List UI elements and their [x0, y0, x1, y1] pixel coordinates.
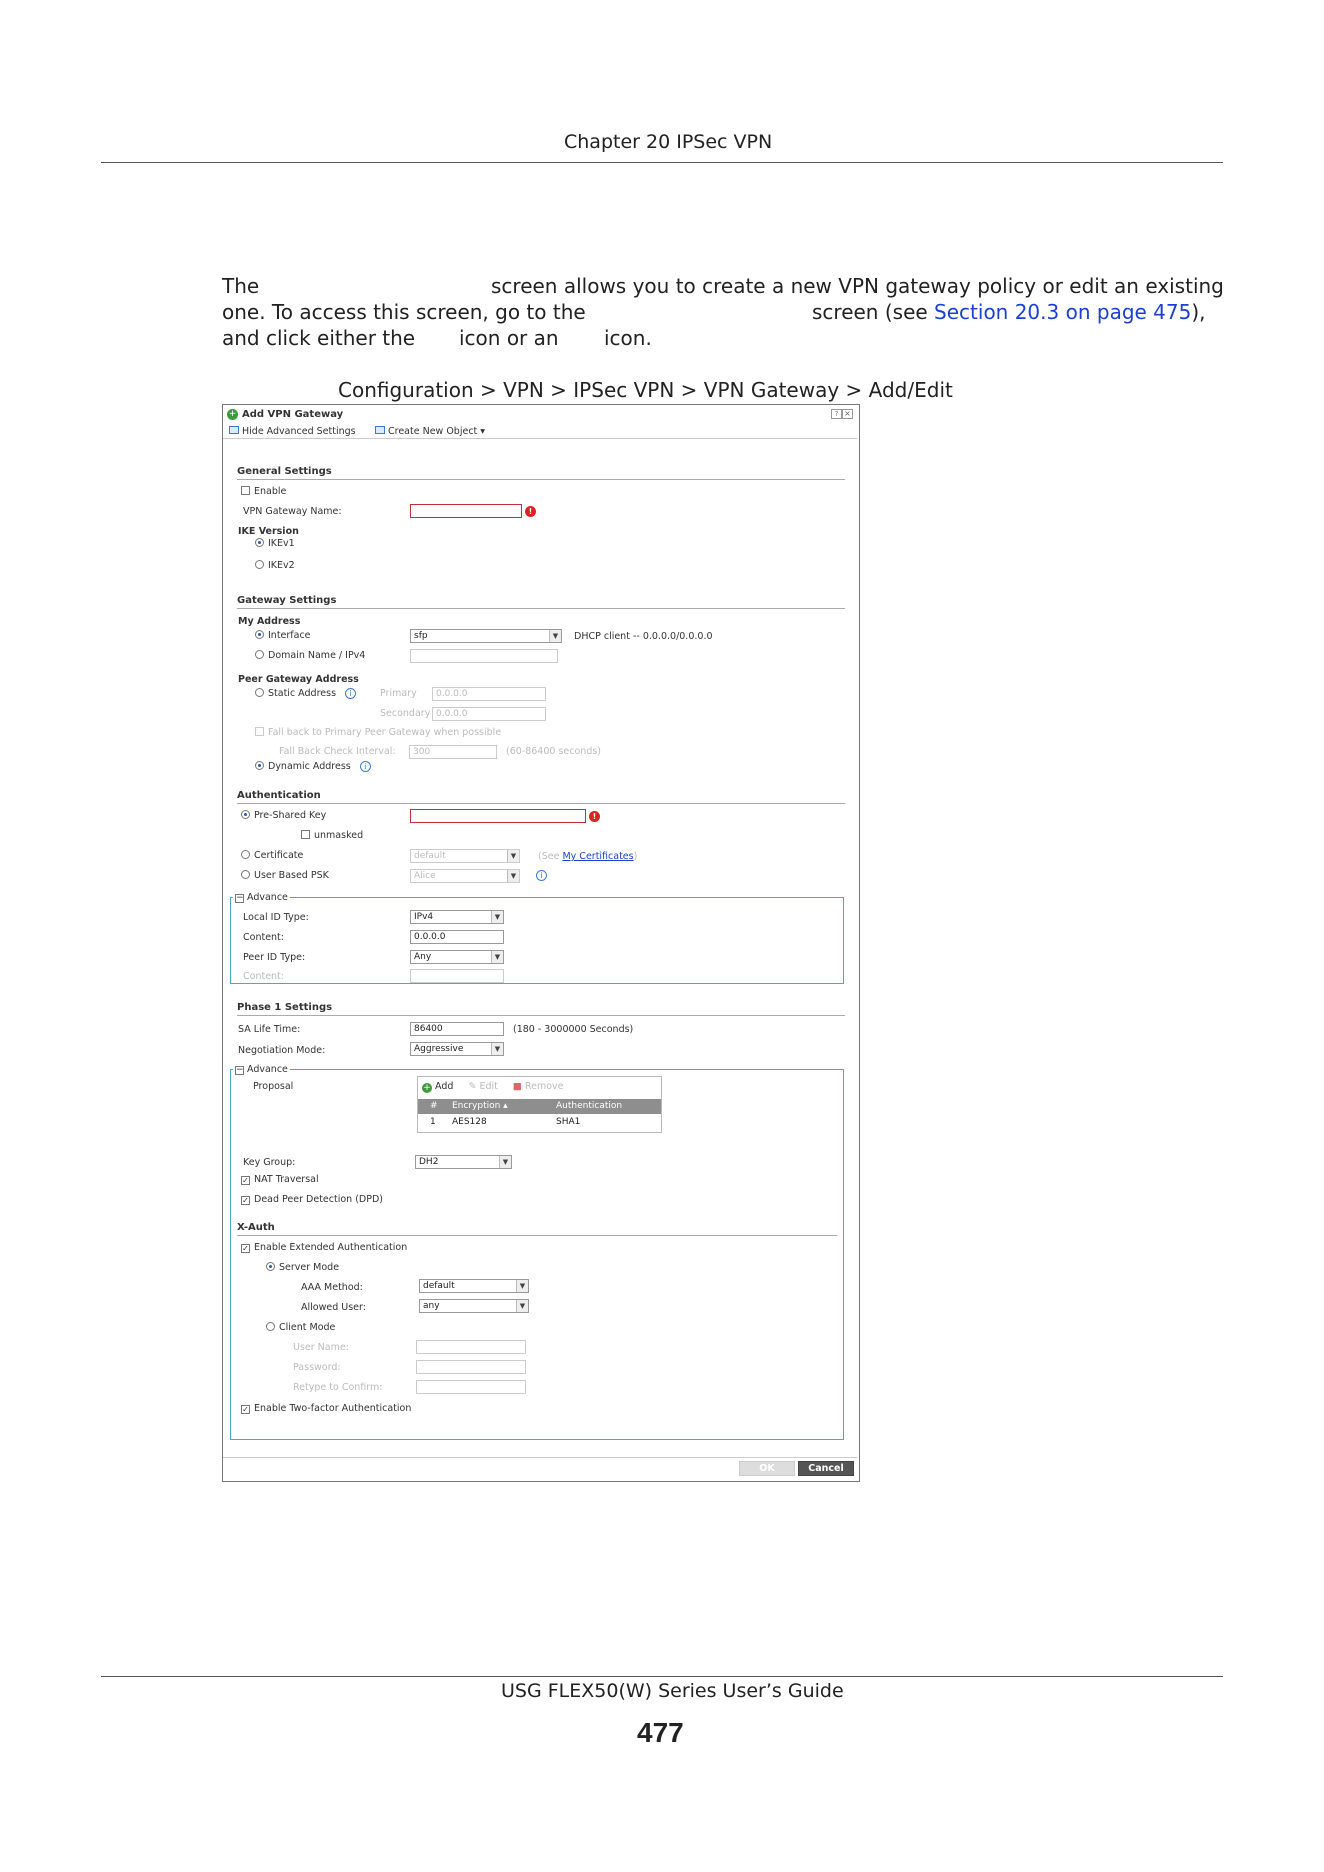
- enable-extended-auth-label: Enable Extended Authentication: [254, 1242, 408, 1253]
- negotiation-mode-select[interactable]: [410, 1042, 504, 1056]
- chevron-down-icon: ▼: [491, 911, 503, 923]
- client-mode-row[interactable]: [266, 1322, 335, 1333]
- chevron-down-icon: ▼: [507, 870, 519, 882]
- interface-select-value: sfp: [414, 631, 428, 641]
- user-psk-select[interactable]: [410, 869, 520, 883]
- content-label: Content:: [243, 932, 284, 943]
- fallback-interval-input[interactable]: 300: [409, 745, 497, 759]
- my-address-label: My Address: [238, 616, 301, 627]
- figure-caption: Configuration > VPN > IPSec VPN > VPN Gateway > Add/Edit: [338, 378, 953, 402]
- two-factor-row[interactable]: [241, 1403, 411, 1414]
- body-line-2b: [812, 300, 1206, 324]
- ikev1-label: IKEv1: [268, 538, 295, 549]
- edit-label: Edit: [479, 1081, 498, 1092]
- peer-gateway-label: Peer Gateway Address: [238, 674, 359, 685]
- general-settings-title: General Settings: [237, 466, 332, 477]
- footer-title: USG FLEX50(W) Series User’s Guide: [501, 1680, 844, 1702]
- collapse-icon: −: [236, 1065, 244, 1075]
- chevron-down-icon: ▼: [491, 1043, 503, 1055]
- fallback-checkbox-row[interactable]: [255, 727, 501, 738]
- sa-life-input[interactable]: 86400: [410, 1022, 504, 1036]
- retype-input[interactable]: [416, 1380, 526, 1394]
- enable-label: Enable: [254, 486, 287, 497]
- column-header: #: [430, 1101, 438, 1111]
- proposal-table: [417, 1076, 662, 1133]
- interface-select[interactable]: [410, 629, 562, 643]
- hide-advanced-button[interactable]: Hide Advanced Settings: [242, 426, 356, 437]
- add-label: Add: [435, 1081, 454, 1092]
- psk-radio[interactable]: [241, 810, 250, 819]
- unmasked-checkbox[interactable]: [301, 830, 310, 839]
- hide-advanced-icon: [229, 426, 239, 434]
- allowed-user-label: Allowed User:: [301, 1302, 366, 1313]
- ikev2-radio[interactable]: [255, 560, 264, 569]
- server-mode-radio[interactable]: [266, 1262, 275, 1271]
- primary-label: Primary: [380, 688, 417, 699]
- chevron-down-icon: ▼: [499, 1156, 511, 1168]
- dynamic-address-radio-row[interactable]: [255, 761, 371, 772]
- user-psk-select-value: Alice: [414, 871, 436, 881]
- user-psk-radio-row[interactable]: [241, 870, 329, 881]
- certificate-radio-row[interactable]: [241, 850, 303, 861]
- interface-radio[interactable]: [255, 630, 264, 639]
- negotiation-value: Aggressive: [414, 1044, 464, 1054]
- remove-proposal-button[interactable]: [513, 1081, 564, 1092]
- create-new-object-button[interactable]: Create New Object ▾: [388, 426, 486, 437]
- auth-advance-toggle[interactable]: [233, 892, 290, 903]
- static-address-radio[interactable]: [255, 688, 264, 697]
- gateway-name-label: VPN Gateway Name:: [243, 506, 342, 517]
- edit-icon: ✎: [468, 1081, 477, 1092]
- info-icon: i: [345, 688, 356, 699]
- peer-id-value: Any: [414, 952, 432, 962]
- server-mode-label: Server Mode: [279, 1262, 340, 1273]
- proposal-toolbar: [422, 1081, 563, 1093]
- column-header[interactable]: Encryption ▴: [452, 1101, 508, 1111]
- info-icon: i: [360, 761, 371, 772]
- add-proposal-button[interactable]: [422, 1081, 453, 1092]
- trash-icon: ■: [512, 1081, 522, 1092]
- auth-advance-box: [230, 897, 844, 984]
- body-text-segment: screen (see: [812, 300, 928, 324]
- section-link[interactable]: Section 20.3 on page 475: [934, 300, 1192, 324]
- domain-name-radio-row[interactable]: [255, 650, 365, 661]
- allowed-user-value: any: [423, 1301, 440, 1311]
- nat-traversal-checkbox[interactable]: ✓: [242, 1176, 249, 1185]
- dpd-label: Dead Peer Detection (DPD): [254, 1194, 383, 1205]
- chevron-down-icon: ▼: [516, 1300, 528, 1312]
- user-name-label: User Name:: [293, 1342, 349, 1353]
- user-psk-radio[interactable]: [241, 870, 250, 879]
- body-text-segment: icon or an: [459, 326, 559, 350]
- negotiation-mode-label: Negotiation Mode:: [238, 1045, 326, 1056]
- peer-id-type-label: Peer ID Type:: [243, 952, 306, 963]
- client-mode-radio[interactable]: [266, 1322, 275, 1331]
- user-name-input[interactable]: [416, 1340, 526, 1354]
- ike-version-label: IKE Version: [238, 526, 299, 537]
- body-line-2: [222, 300, 586, 324]
- content-input[interactable]: 0.0.0.0: [410, 930, 504, 944]
- key-group-select[interactable]: [415, 1155, 512, 1169]
- close-icon[interactable]: ×: [842, 409, 853, 419]
- see-certificates: [538, 851, 637, 862]
- dialog-toolbar: [223, 423, 857, 439]
- phase1-advance-toggle[interactable]: [233, 1064, 290, 1075]
- error-icon: !: [525, 506, 536, 517]
- proposal-label: Proposal: [253, 1081, 294, 1092]
- certificate-label: Certificate: [254, 850, 304, 861]
- nat-traversal-row[interactable]: [241, 1174, 319, 1185]
- chapter-header: Chapter 20 IPSec VPN: [564, 131, 773, 153]
- dpd-row[interactable]: [241, 1194, 383, 1205]
- interface-label: Interface: [268, 630, 311, 641]
- body-text-segment: ),: [1191, 300, 1206, 324]
- header-rule: [101, 162, 1223, 163]
- table-cell: AES128: [452, 1117, 487, 1127]
- footer-rule: [101, 1676, 1223, 1677]
- section-rule: [237, 479, 845, 480]
- psk-radio-row[interactable]: [241, 810, 326, 821]
- key-group-label: Key Group:: [243, 1157, 296, 1168]
- fallback-label: Fall back to Primary Peer Gateway when possible: [268, 727, 502, 738]
- server-mode-row[interactable]: [266, 1262, 339, 1273]
- section-rule: [237, 608, 845, 609]
- proposal-header: [418, 1099, 661, 1114]
- interface-radio-row[interactable]: [255, 630, 311, 641]
- psk-input[interactable]: [410, 809, 586, 823]
- password-label: Password:: [293, 1362, 341, 1373]
- domain-name-label: Domain Name / IPv4: [268, 650, 366, 661]
- dhcp-info: DHCP client -- 0.0.0.0/0.0.0.0: [574, 631, 713, 642]
- dynamic-address-radio[interactable]: [255, 761, 264, 770]
- add-icon: +: [423, 1083, 431, 1093]
- body-line-1b: [491, 274, 1224, 298]
- section-rule: [237, 1235, 837, 1236]
- body-line-3c: [604, 326, 652, 350]
- body-line-3: [222, 326, 415, 350]
- chevron-down-icon: ▼: [491, 951, 503, 963]
- phase1-title: Phase 1 Settings: [237, 1002, 333, 1013]
- enable-checkbox[interactable]: [241, 486, 250, 495]
- dynamic-address-label: Dynamic Address: [268, 761, 351, 772]
- secondary-input[interactable]: 0.0.0.0: [432, 707, 546, 721]
- retype-label: Retype to Confirm:: [293, 1382, 383, 1393]
- ikev1-radio[interactable]: [255, 538, 264, 547]
- chevron-down-icon: ▼: [507, 850, 519, 862]
- key-group-value: DH2: [419, 1157, 439, 1167]
- body-text-segment: and click either the: [222, 326, 416, 350]
- static-address-radio-row[interactable]: [255, 688, 356, 699]
- table-cell: 1: [430, 1117, 436, 1127]
- unmasked-checkbox-row[interactable]: [301, 830, 363, 841]
- sa-life-label: SA Life Time:: [238, 1024, 301, 1035]
- column-header[interactable]: Authentication: [556, 1101, 623, 1111]
- two-factor-checkbox[interactable]: ✓: [242, 1405, 249, 1414]
- authentication-title: Authentication: [237, 790, 321, 801]
- domain-name-input[interactable]: [410, 649, 558, 663]
- collapse-icon: −: [236, 893, 244, 903]
- local-id-value: IPv4: [414, 912, 434, 922]
- peer-id-type-select[interactable]: [410, 950, 504, 964]
- fallback-interval-label: Fall Back Check Interval:: [279, 746, 396, 757]
- body-text-segment: icon.: [604, 326, 652, 350]
- local-id-type-label: Local ID Type:: [243, 912, 309, 923]
- secondary-label: Secondary: [380, 708, 431, 719]
- user-psk-label: User Based PSK: [254, 870, 329, 881]
- enable-extended-auth-checkbox[interactable]: ✓: [242, 1244, 249, 1253]
- sa-life-range: (180 - 3000000 Seconds): [513, 1024, 634, 1035]
- add-icon: +: [228, 409, 237, 419]
- see-text: (See: [538, 851, 560, 862]
- remove-label: Remove: [524, 1081, 564, 1092]
- unmasked-label: unmasked: [314, 830, 364, 841]
- page-number: 477: [637, 1717, 684, 1748]
- body-line-1: [222, 274, 259, 298]
- button-bar-rule: [223, 1457, 857, 1458]
- section-rule: [237, 803, 845, 804]
- gateway-settings-title: Gateway Settings: [237, 595, 337, 606]
- see-end: ): [633, 851, 638, 862]
- gateway-name-input[interactable]: [410, 504, 522, 518]
- aaa-method-select[interactable]: [419, 1279, 529, 1293]
- aaa-method-label: AAA Method:: [301, 1282, 363, 1293]
- my-certificates-link[interactable]: My Certificates: [562, 851, 634, 862]
- info-icon: i: [536, 870, 547, 881]
- add-vpn-gateway-dialog: [222, 404, 860, 1482]
- body-text-segment: The: [222, 274, 260, 298]
- dialog-title-bar: [223, 405, 857, 423]
- chevron-down-icon: ▼: [516, 1280, 528, 1292]
- fallback-checkbox[interactable]: [255, 727, 264, 736]
- aaa-method-value: default: [423, 1281, 455, 1291]
- cancel-button[interactable]: Cancel: [798, 1461, 854, 1476]
- ok-button[interactable]: OK: [739, 1461, 795, 1476]
- psk-label: Pre-Shared Key: [254, 810, 327, 821]
- fallback-range: (60-86400 seconds): [506, 746, 601, 757]
- client-mode-label: Client Mode: [279, 1322, 336, 1333]
- xauth-title: X-Auth: [237, 1222, 275, 1233]
- ikev2-radio-row[interactable]: [255, 560, 295, 571]
- domain-name-radio[interactable]: [255, 650, 264, 659]
- ikev1-radio-row[interactable]: [255, 538, 295, 549]
- content2-input[interactable]: [410, 969, 504, 983]
- table-row[interactable]: [418, 1115, 661, 1131]
- certificate-select-value: default: [414, 851, 446, 861]
- certificate-radio[interactable]: [241, 850, 250, 859]
- section-rule: [237, 1015, 845, 1016]
- help-icon[interactable]: ?: [831, 409, 842, 419]
- create-object-icon: [375, 426, 385, 434]
- advance-label: Advance: [247, 892, 288, 903]
- static-address-label: Static Address: [268, 688, 337, 699]
- table-cell: SHA1: [556, 1117, 581, 1127]
- body-line-3b: [459, 326, 559, 350]
- error-icon: !: [589, 811, 600, 822]
- body-text-segment: one. To access this screen, go to the: [222, 300, 586, 324]
- content2-label: Content:: [243, 971, 284, 982]
- allowed-user-select[interactable]: [419, 1299, 529, 1313]
- advance-label: Advance: [247, 1064, 288, 1075]
- edit-proposal-button[interactable]: [468, 1081, 497, 1092]
- chevron-down-icon: ▼: [549, 630, 561, 642]
- ikev2-label: IKEv2: [268, 560, 295, 571]
- enable-extended-auth-row[interactable]: [241, 1242, 407, 1253]
- local-id-type-select[interactable]: [410, 910, 504, 924]
- certificate-select[interactable]: [410, 849, 520, 863]
- two-factor-label: Enable Two-factor Authentication: [254, 1403, 412, 1414]
- body-text-segment: screen allows you to create a new VPN gateway policy or edit an existing: [491, 274, 1224, 298]
- enable-checkbox-row[interactable]: [241, 486, 286, 497]
- password-input[interactable]: [416, 1360, 526, 1374]
- dialog-title: Add VPN Gateway: [242, 409, 344, 420]
- nat-traversal-label: NAT Traversal: [254, 1174, 319, 1185]
- primary-input[interactable]: 0.0.0.0: [432, 687, 546, 701]
- dpd-checkbox[interactable]: ✓: [242, 1196, 249, 1205]
